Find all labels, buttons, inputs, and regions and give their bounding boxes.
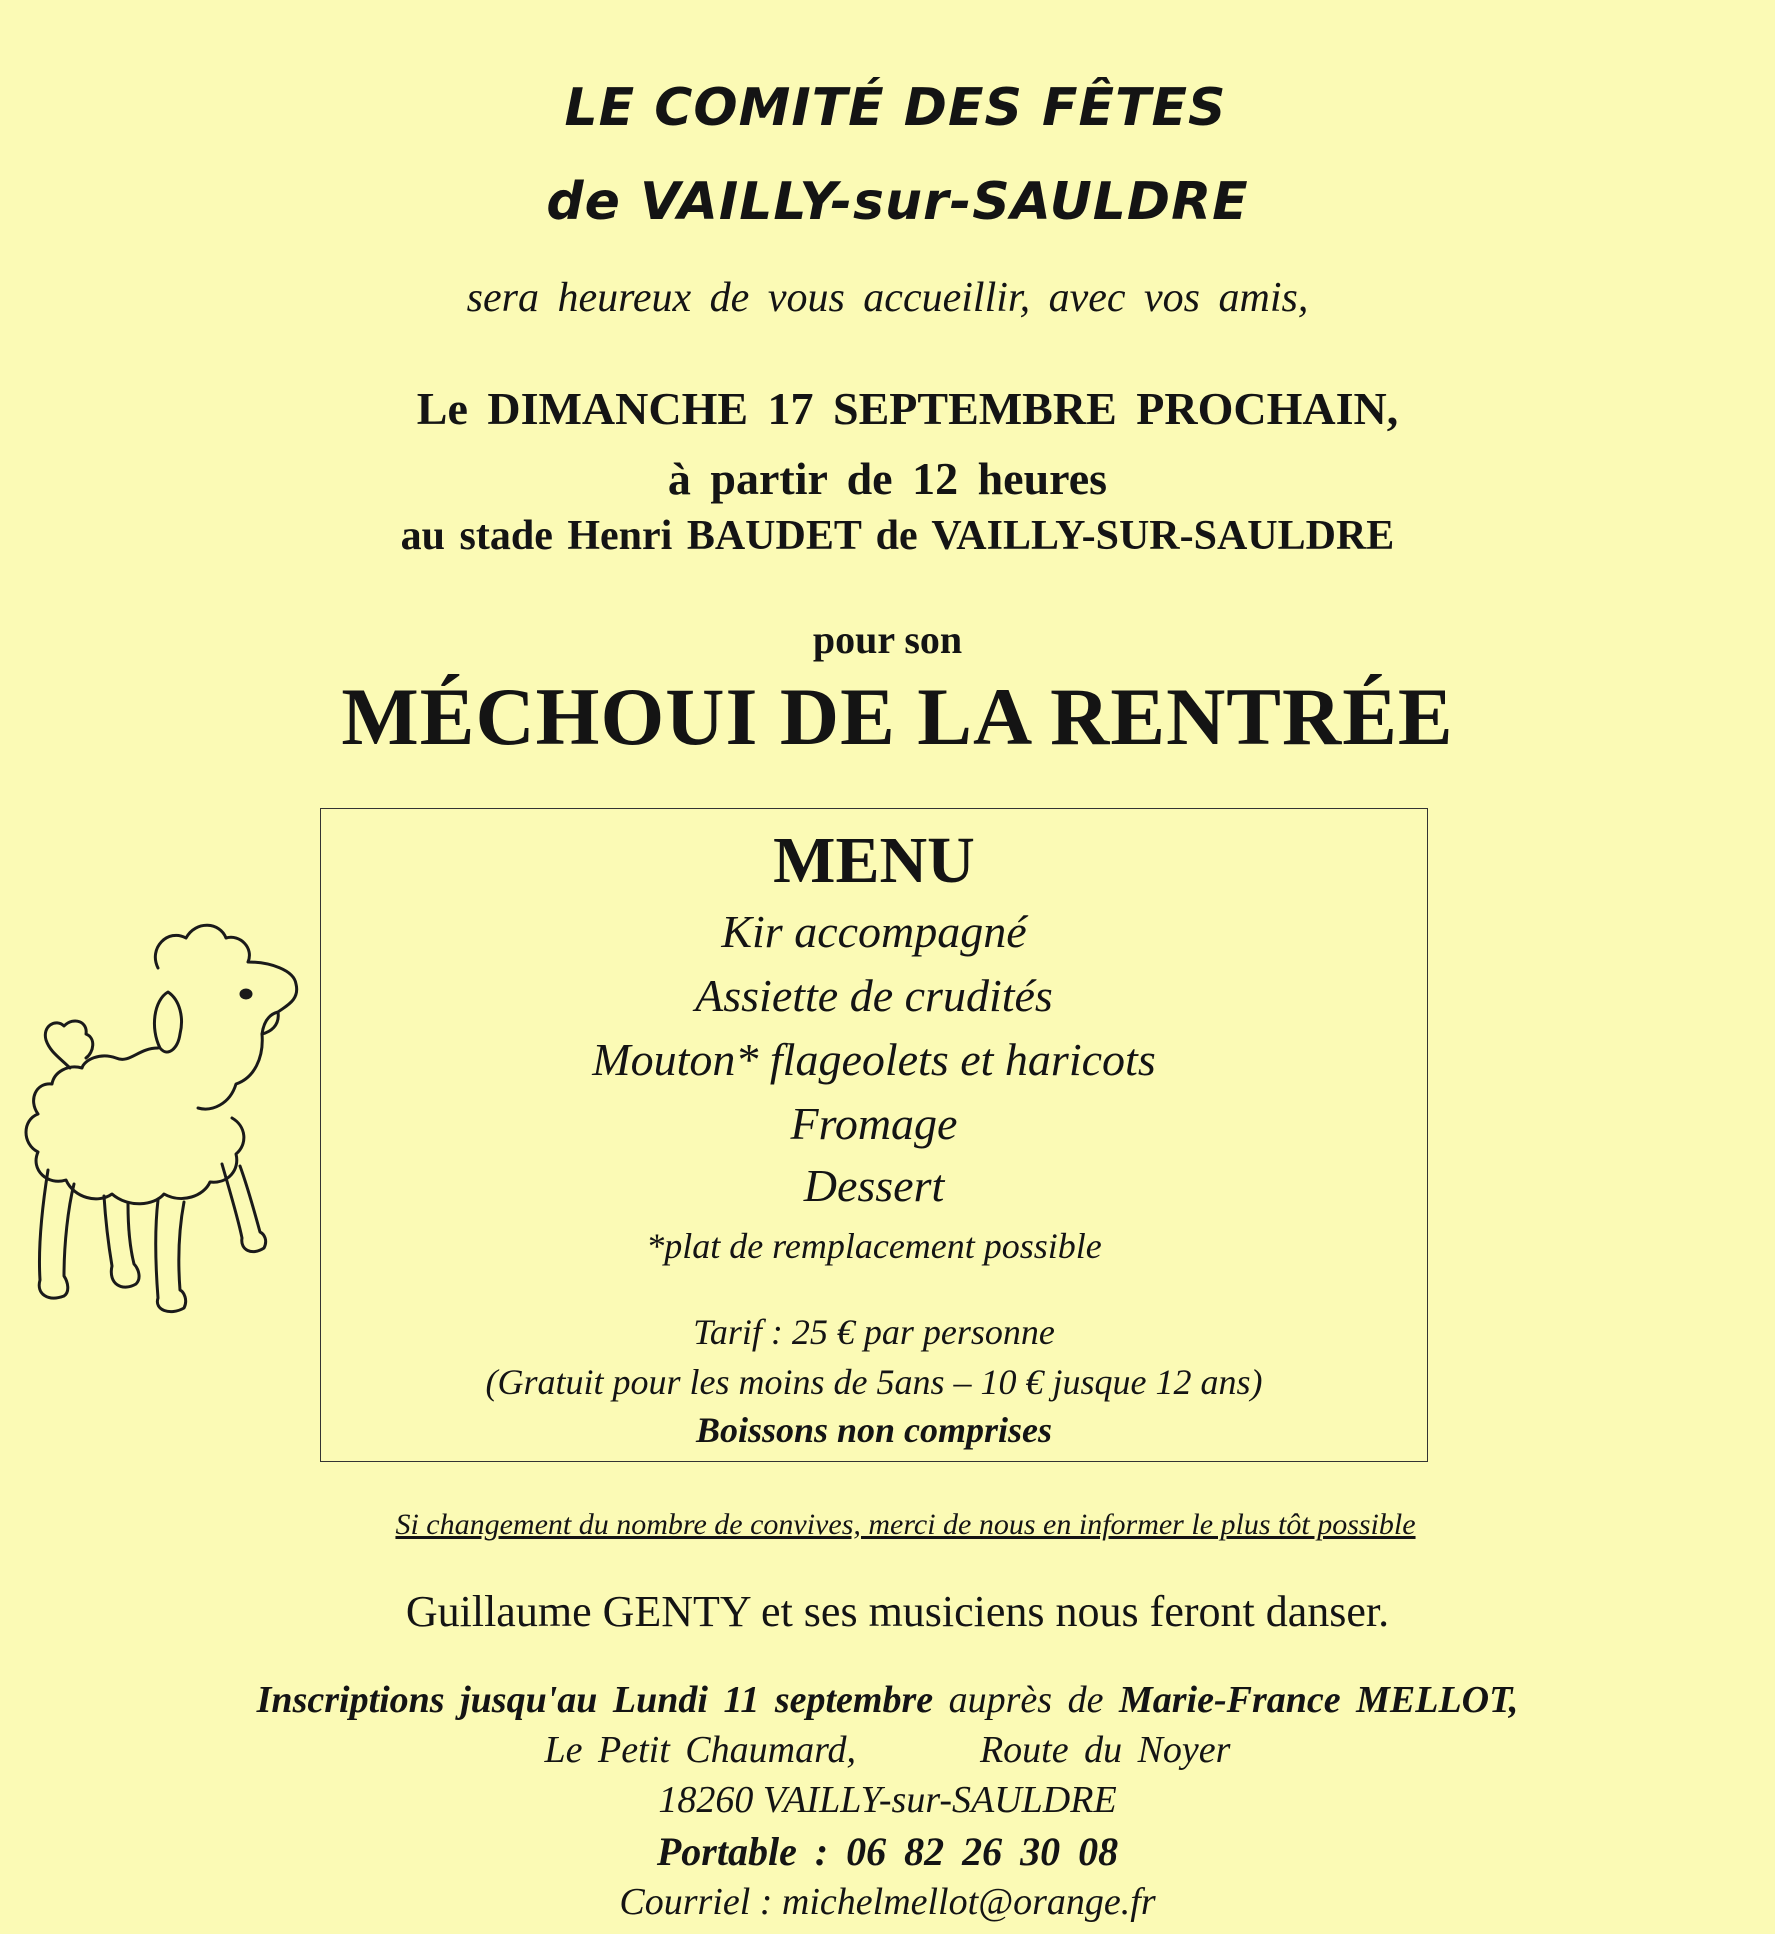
organizer-name: LE COMITÉ DES FÊTES (564, 78, 1227, 138)
menu-item: Kir accompagné (721, 906, 1027, 957)
menu-item: Fromage (790, 1098, 958, 1149)
music-announcement: Guillaume GENTY et ses musiciens nous feront danser. (405, 1587, 1390, 1636)
menu-note: *plat de remplacement possible (646, 1226, 1102, 1266)
attendance-notice: Si changement du nombre de convives, merci de nous en informer le plus tôt possible (395, 1508, 1416, 1541)
intro-text: sera heureux de vous accueillir, avec vos amis, (466, 275, 1309, 321)
contact-person: Marie-France MELLOT, (1118, 1679, 1519, 1721)
event-subtitle: pour son (812, 617, 963, 662)
menu-heading: MENU (773, 824, 975, 897)
contact-address-town: 18260 VAILLY-sur-SAULDRE (658, 1779, 1117, 1821)
event-venue: au stade Henri BAUDET de VAILLY-SUR-SAULDRE (400, 513, 1395, 559)
sheep-icon (8, 908, 308, 1318)
menu-box (320, 808, 1428, 1462)
contact-email: Courriel : michelmellot@orange.fr (619, 1881, 1156, 1923)
contact-address-street: Le Petit Chaumard, Route du Noyer (544, 1729, 1231, 1771)
menu-item: Dessert (803, 1160, 945, 1211)
event-time: à partir de 12 heures (667, 453, 1108, 504)
signup-deadline: Inscriptions jusqu'au Lundi 11 septembre (256, 1679, 934, 1721)
menu-item: Assiette de crudités (695, 970, 1053, 1021)
menu-price: Tarif : 25 € par personne (693, 1312, 1055, 1352)
menu-kids-price: (Gratuit pour les moins de 5ans – 10 € jusque 12 ans) (485, 1362, 1263, 1402)
event-date: Le DIMANCHE 17 SEPTEMBRE PROCHAIN, (416, 383, 1399, 434)
organizer-town: de VAILLY-sur-SAULDRE (546, 172, 1249, 232)
contact-phone: Portable : 06 82 26 30 08 (656, 1829, 1119, 1874)
menu-drinks-note: Boissons non comprises (695, 1410, 1053, 1450)
signup-info (0, 1678, 1775, 1722)
menu-item: Mouton* flageolets et haricots (592, 1034, 1156, 1085)
signup-connector: auprès de (933, 1679, 1119, 1721)
event-title: MÉCHOUI DE LA RENTRÉE (341, 671, 1454, 762)
